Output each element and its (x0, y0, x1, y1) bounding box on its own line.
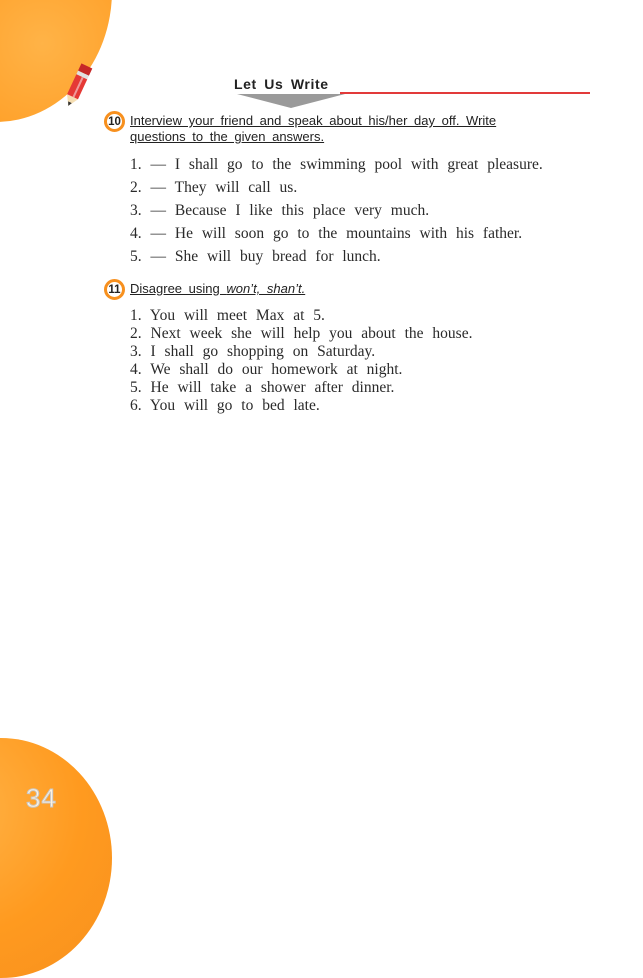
instruction-text: Disagree using (130, 281, 227, 296)
exercise-number-badge: 10 (104, 111, 125, 132)
page-number: 34 (26, 783, 57, 813)
list-item: 4. — He will soon go to the mountains with his father. (130, 225, 523, 242)
list-item: 3. — Because I like this place very much. (130, 202, 430, 219)
list-item: 2. Next week she will help you about the house. (130, 325, 473, 342)
instruction-emphasis: won’t, shan’t. (226, 281, 306, 296)
list-item: 2. — They will call us. (130, 179, 298, 196)
corner-decoration-bottom (0, 738, 112, 978)
exercise-instruction (130, 281, 305, 297)
list-item: 5. — She will buy bread for lunch. (130, 248, 381, 265)
list-item: 1. — I shall go to the swimming pool with great pleasure. (130, 156, 543, 173)
list-item: 1. You will meet Max at 5. (130, 307, 325, 324)
section-title-arrow (237, 94, 345, 108)
exercise-number-badge: 11 (104, 279, 125, 300)
instruction-line: questions to the given answers. (130, 129, 325, 144)
pencil-icon (58, 60, 98, 110)
list-item: 3. I shall go shopping on Saturday. (130, 343, 376, 360)
section-title: Let Us Write (234, 76, 329, 92)
exercise-10-list (130, 153, 543, 268)
instruction-line: Interview your friend and speak about his/her day off. Write (130, 113, 497, 128)
list-item: 6. You will go to bed late. (130, 397, 320, 414)
exercise-11-list (130, 307, 472, 415)
exercise-instruction (130, 113, 496, 145)
list-item: 5. He will take a shower after dinner. (130, 379, 395, 396)
section-title-underline (340, 92, 590, 94)
list-item: 4. We shall do our homework at night. (130, 361, 403, 378)
